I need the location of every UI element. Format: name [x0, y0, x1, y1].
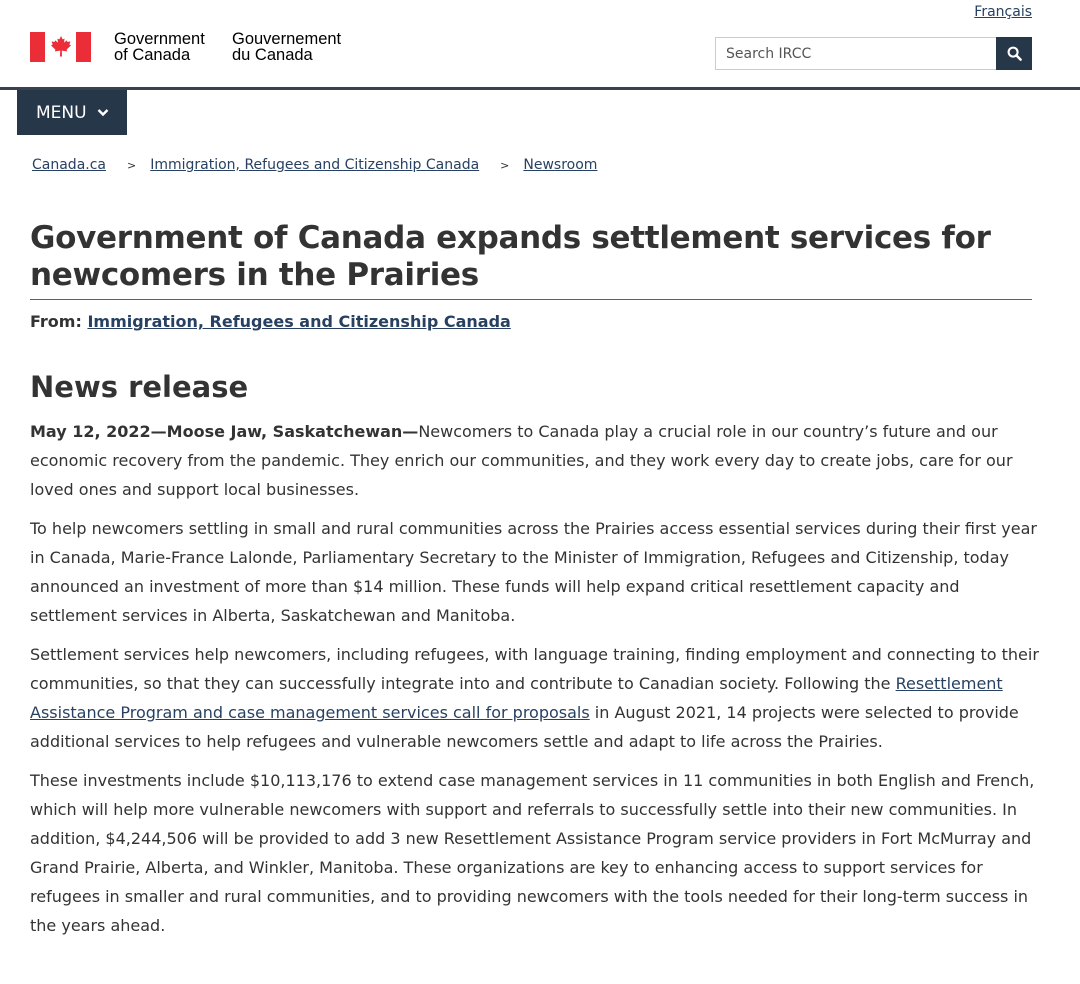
wordmark-en-line1: Government: [114, 30, 205, 48]
title-divider: [30, 299, 1032, 300]
breadcrumb-separator-icon: >: [500, 158, 510, 172]
header-divider: [0, 87, 1080, 90]
breadcrumb-separator-icon: >: [127, 158, 137, 172]
dateline: May 12, 2022—Moose Jaw, Saskatchewan—: [30, 422, 419, 441]
article-paragraph-3: [30, 640, 1040, 756]
page-title: Government of Canada expands settlement services for newcomers in the Prairies: [30, 220, 991, 293]
article-body: [30, 417, 1040, 950]
canada-flag-icon: [30, 32, 91, 62]
government-of-canada-signature[interactable]: [30, 31, 362, 63]
from-department-link[interactable]: Immigration, Refugees and Citizenship Canada: [87, 312, 511, 331]
wordmark-fr-line1: Gouvernement: [232, 30, 342, 48]
wordmark-fr-line2: du Canada: [232, 46, 313, 64]
breadcrumb-canada[interactable]: Canada.ca: [32, 157, 106, 173]
search-form: [715, 37, 1032, 70]
article-paragraph-1: [30, 417, 1040, 504]
article-paragraph-2: To help newcomers settling in small and rural communities across the Prairies access essential services during their first year in Canada, Marie-France Lalonde, Parliamentary Secretary to the Minister of Immigration, Refugees and Citizenship, today announced an investment of more than $14 million. These funds will help expand critical resettlement capacity and settlement services in Alberta, Saskatchewan and Manitoba.: [30, 519, 1037, 625]
paragraph-text: in August 2021, 14 projects were selected to provide additional services to help refugees and vulnerable newcomers settle and adapt to life across the Prairies.: [30, 703, 1019, 751]
government-wordmark: [114, 31, 362, 63]
menu-label: MENU: [36, 102, 87, 123]
breadcrumb: [32, 157, 597, 173]
wordmark-en-line2: of Canada: [114, 46, 191, 64]
call-for-proposals-link[interactable]: Resettlement Assistance Program and case management services call for proposals: [30, 674, 1003, 722]
language-toggle-link[interactable]: Français: [974, 4, 1032, 20]
breadcrumb-ircc[interactable]: Immigration, Refugees and Citizenship Canada: [150, 157, 480, 173]
breadcrumb-newsroom[interactable]: Newsroom: [523, 157, 598, 173]
search-button[interactable]: [996, 37, 1032, 70]
paragraph-text: Newcomers to Canada play a crucial role in our country’s future and our economic recovery from the pandemic. They enrich our communities, and they work every day to create jobs, care for our loved ones and support local businesses.: [30, 422, 1013, 499]
magnifier-icon: [1007, 46, 1022, 61]
search-input[interactable]: [715, 37, 996, 70]
chevron-down-icon: [97, 108, 109, 117]
section-heading: News release: [30, 370, 249, 404]
menu-button[interactable]: [17, 90, 127, 135]
from-label: From:: [30, 312, 82, 331]
from-line: [30, 312, 511, 331]
article-paragraph-4: These investments include $10,113,176 to extend case management services in 11 communities in both English and French, which will help more vulnerable newcomers with support and referrals to successfully settle into their new communities. In addition, $4,244,506 will be provided to add 3 new Resettlement Assistance Program service providers in Fort McMurray and Grand Prairie, Alberta, and Winkler, Manitoba. These organizations are key to enhancing access to support services for refugees in smaller and rural communities, and to providing newcomers with the tools needed for their long-term success in the years ahead.: [30, 771, 1035, 935]
paragraph-text: Settlement services help newcomers, including refugees, with language training, finding employment and connecting to their communities, so that they can successfully integrate into and contribute to Canadian society. Following the: [30, 645, 1039, 693]
